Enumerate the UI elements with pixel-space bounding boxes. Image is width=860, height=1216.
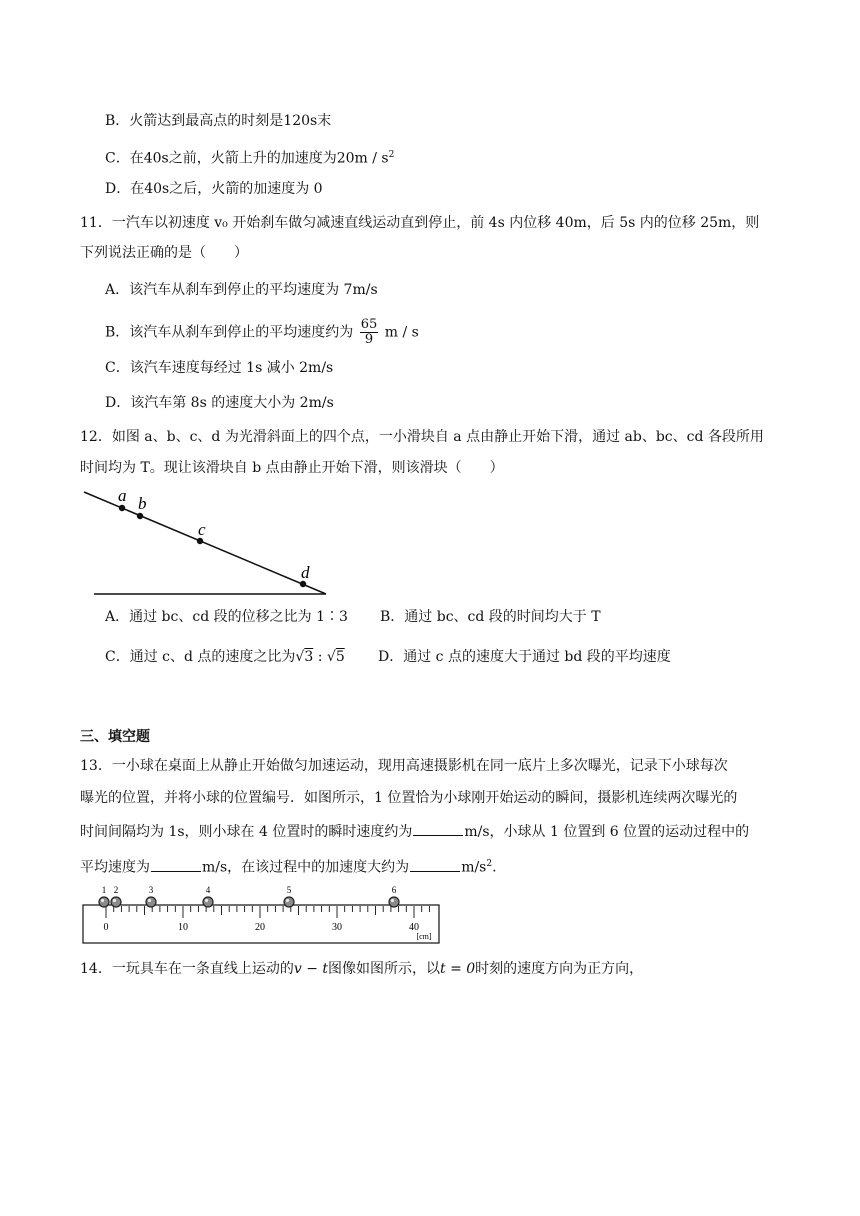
q13-line4-unit: m/s xyxy=(461,859,487,876)
tick-label-10: 10 xyxy=(178,922,188,933)
q11-option-b-text: B．该汽车从刹车到停止的平均速度约为 xyxy=(105,324,354,341)
answer-blank-1[interactable] xyxy=(413,821,463,836)
fraction-numerator: 65 xyxy=(360,317,378,332)
q12-option-c-text: C．通过 c、d 点的速度之比为 xyxy=(105,649,296,665)
ball-3 xyxy=(146,897,156,907)
q12-stem-line2: 时间均为 T。现让该滑块自 b 点由静止开始下滑，则该滑块（ ） xyxy=(80,460,504,476)
ball-highlight xyxy=(391,899,394,902)
q11-option-c: C．该汽车速度每经过 1s 减小 2m/s xyxy=(105,360,334,376)
answer-blank-3[interactable] xyxy=(410,857,460,872)
label-a: a xyxy=(118,486,127,505)
q12-option-a: A．通过 bc、cd 段的位移之比为 1∶3 xyxy=(105,609,348,625)
ruler-ticks xyxy=(106,906,429,918)
q11-option-b-fraction xyxy=(360,318,379,347)
ball-highlight xyxy=(286,899,289,902)
q14-stem-line1 xyxy=(80,959,643,979)
tick-label-30: 30 xyxy=(332,922,342,933)
tick-label-20: 20 xyxy=(255,922,265,933)
ratio-separator: : xyxy=(313,649,327,665)
q12-stem-line1: 12．如图 a、b、c、d 为光滑斜面上的四个点，一小滑块自 a 点由静止开始下滑，通过 ab、bc、cd 各段所用 xyxy=(80,429,764,445)
q11-option-b xyxy=(105,318,419,347)
label-b: b xyxy=(138,494,147,513)
answer-blank-2[interactable] xyxy=(151,857,201,872)
q13-line3-text: 时间间隔均为 1s，则小球在 4 位置时的瞬时速度约为 xyxy=(80,824,413,840)
q12-option-c xyxy=(105,647,345,667)
ball-1 xyxy=(99,897,109,907)
sqrt-sign: √ xyxy=(326,649,336,665)
ball-label-3: 3 xyxy=(148,885,154,895)
q12-option-b: B．通过 bc、cd 段的时间均大于 T xyxy=(380,609,601,625)
ball-6 xyxy=(389,897,399,907)
q13-line4-sup: 2 xyxy=(486,859,493,869)
ball-highlight xyxy=(101,899,104,902)
q12-option-d: D．通过 c 点的速度大于通过 bd 段的平均速度 xyxy=(378,649,671,665)
q14-line1-text-2: 图像如图所示，以 xyxy=(328,961,440,977)
sqrt-sign: √ xyxy=(295,649,305,665)
incline-diagram xyxy=(80,484,340,600)
ball-label-1: 1 xyxy=(101,885,107,895)
q13-stem-line3 xyxy=(80,821,749,842)
q14-line1-text-3: 时刻的速度方向为正方向， xyxy=(475,961,644,977)
ball-4 xyxy=(203,897,213,907)
ball-label-5: 5 xyxy=(286,885,292,895)
ball-label-6: 6 xyxy=(391,885,397,895)
point-b xyxy=(137,513,143,519)
ruler-unit: [cm] xyxy=(416,932,432,941)
ball-highlight xyxy=(113,899,116,902)
q14-t-symbol: t = 0 xyxy=(440,961,476,977)
tick-label-0: 0 xyxy=(103,922,109,933)
q10-option-c-text: C．在40s之前，火箭上升的加速度为 xyxy=(105,150,337,167)
ball-2 xyxy=(111,897,121,907)
q13-stem-line1: 13．一小球在桌面上从静止开始做匀加速运动，现用高速摄影机在同一底片上多次曝光，记录下小球每次 xyxy=(80,758,728,774)
sqrt-radicand-1: 3 xyxy=(304,649,314,665)
sqrt-radicand-2: 5 xyxy=(335,649,345,665)
fraction-denominator: 9 xyxy=(364,332,374,347)
q13-line4-text-2: m/s，在该过程中的加速度大约为 xyxy=(202,859,410,876)
q10-option-d: D．在40s之后，火箭的加速度为 0 xyxy=(105,181,323,197)
q11-stem-line1: 11．一汽车以初速度 v₀ 开始刹车做匀减速直线运动直到停止，前 4s 内位移 40m，后 5s 内的位移 25m，则 xyxy=(80,215,760,231)
tick-label-40: 40 xyxy=(409,922,419,933)
ruler-diagram xyxy=(80,883,444,945)
q11-stem-line2: 下列说法正确的是（ ） xyxy=(80,245,248,261)
ball-highlight xyxy=(148,899,151,902)
q11-option-d: D．该汽车第 8s 的速度大小为 2m/s xyxy=(105,395,334,411)
q10-option-c xyxy=(105,145,394,169)
q11-option-a: A．该汽车从刹车到停止的平均速度为 7m/s xyxy=(105,282,378,298)
q10-option-c-value: 20m / s xyxy=(336,150,389,167)
q10-option-b: B．火箭达到最高点的时刻是120s末 xyxy=(105,113,332,129)
point-a xyxy=(119,505,125,511)
q11-option-b-unit: m / s xyxy=(384,324,419,341)
ball-highlight xyxy=(205,899,208,902)
label-d: d xyxy=(301,563,310,582)
ball-5 xyxy=(284,897,294,907)
q13-line4-text: 平均速度为 xyxy=(80,859,150,876)
ball-label-2: 2 xyxy=(113,885,119,895)
q13-line3-text-2: m/s，小球从 1 位置到 6 位置的运动过程中的 xyxy=(464,824,750,840)
section-title: 三、填空题 xyxy=(80,729,150,745)
q10-option-c-sup: 2 xyxy=(388,150,395,160)
q13-stem-line4 xyxy=(80,854,497,878)
q14-line1-text: 14．一玩具车在一条直线上运动的 xyxy=(80,961,294,977)
ball-label-4: 4 xyxy=(205,885,211,895)
label-c: c xyxy=(198,520,206,539)
q13-line4-dot: . xyxy=(492,859,497,876)
q14-vt-symbol: v − t xyxy=(293,961,328,977)
q13-stem-line2: 曝光的位置，并将小球的位置编号．如图所示，1 位置恰为小球刚开始运动的瞬间，摄影机连续两次曝光的 xyxy=(80,790,738,806)
